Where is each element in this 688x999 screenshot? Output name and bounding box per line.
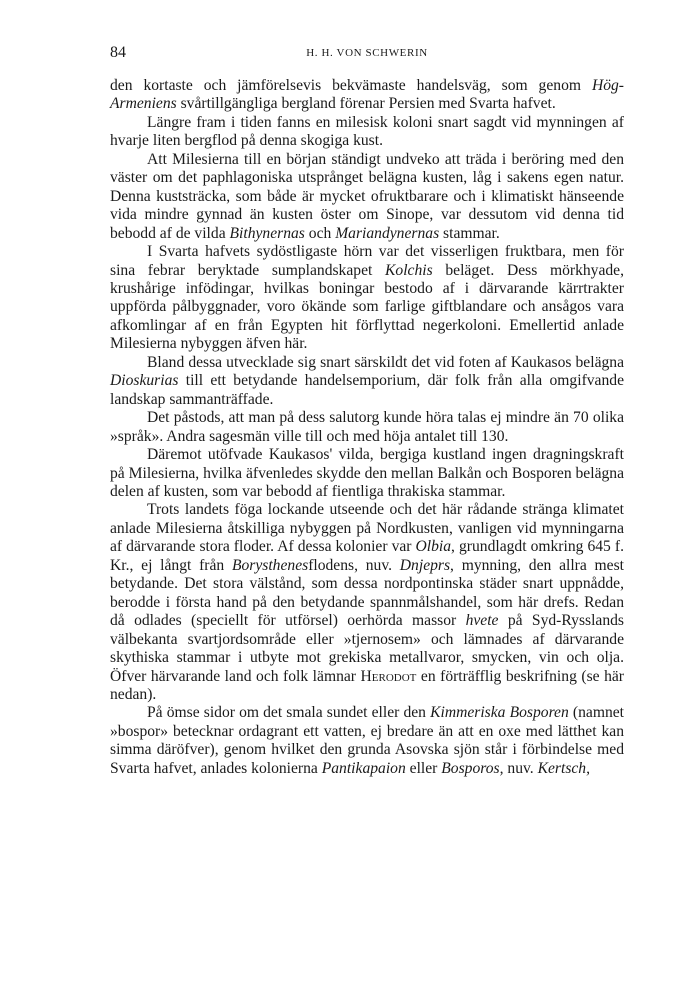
- italic-term: Kimmeriska Bosporen: [430, 704, 569, 722]
- paragraph: [110, 77, 624, 114]
- italic-term: Borysthenes: [231, 556, 309, 574]
- small-caps-name: Herodot: [360, 667, 417, 685]
- text-run: beläget. Dess mörkhyade, krushårige infödingar, hvilkas boningar bestodo af i därvarande kärrtrakter uppförda pålbyggnader, voro ökände som farlige giftblandare och ansågos vara afkomlingar af en från Egypten hit förflyttad negerkoloni. Emellertid anlade Milesierna nybyggen äfven här.: [110, 261, 624, 353]
- text-run: Längre fram i tiden fanns en milesisk koloni snart sagdt vid mynningen af hvarje liten bergflod på denna skogiga kust.: [110, 113, 624, 150]
- running-head: H. H. VON SCHWERIN: [306, 47, 428, 59]
- text-run: en förträfflig beskrifning (se här nedan).: [110, 667, 624, 703]
- text-run: , grundlagdt omkring 645 f. Kr., ej långt från: [110, 538, 624, 574]
- italic-term: Mariandynernas: [335, 224, 440, 242]
- text-run: flodens, nuv.: [308, 556, 400, 574]
- text-run: den kortaste och jämförelsevis bekvämaste handelsväg, som genom: [110, 77, 592, 94]
- text-run: nuv.: [503, 759, 538, 777]
- text-run: på Syd-Rysslands välbekanta svartjordsområde eller »tjernosem» och lämnades af därvarande skythiska stammar i utbyte mot grekiska metallvaror, smycken, vin och olja. Öfver härvarande land och folk lämnar: [110, 612, 624, 685]
- text-run: Det påstods, att man på dess salutorg kunde höra talas ej mindre än 70 olika »språk». Andra sagesmän ville till och med höja antalet till 130.: [110, 409, 624, 445]
- paragraph: [110, 409, 624, 446]
- paragraph: [110, 151, 624, 243]
- italic-term: Dioskurias: [110, 372, 179, 390]
- text-run: I Svarta hafvets sydöstligaste hörn var det visserligen fruktbara, men för sina febrar beryktade sumplandskapet: [110, 243, 624, 279]
- text-run: Däremot utöfvade Kaukasos' vilda, bergiga kustland ingen dragningskraft på Milesierna, hvilka äfvenledes skydde den mellan Balkån och Bosporen belägna delen af kusten, som var bebodd af fientliga thrakiska stammar.: [110, 446, 624, 500]
- italic-term: Dnjeprs: [399, 556, 451, 574]
- page-number: 84: [110, 44, 126, 61]
- italic-term: Hög-Armeniens: [110, 77, 624, 113]
- text-run: Trots landets föga lockande utseende och det här rådande stränga klimatet anlade Milesierna åtskilliga nybyggen på Nordkusten, vanligen vid mynningarna af därvarande stora floder. Af dessa kolonier var: [110, 501, 624, 556]
- text-run: Att Milesierna till en början ständigt undveko att träda i beröring med den väster om det paphlagoniska utsprånget belägna kusten, låg i sakens egen natur. Denna kuststräcka, som både är mycket ofruktbarare och i klimatiskt hänseende vida mindre gynnad än kusten öster om Sinope, var dessutom vid denna tid bebodd af de vilda: [110, 150, 624, 242]
- text-run: till ett betydande handelsemporium, där folk från alla omgifvande landskap sammanträffade.: [110, 372, 624, 408]
- paragraph: [110, 243, 624, 354]
- italic-term: Bosporos,: [441, 759, 504, 777]
- text-run: (namnet »bospor» betecknar ordagrant ett vatten, ej bredare än att en oxe med lätthet kan simma däröfver), genom hvilket den grunda Asovska sjön står i förbindelse med Svarta hafvet, anlades kolonierna: [110, 704, 624, 777]
- paragraph: [110, 446, 624, 501]
- italic-term: Kertsch,: [537, 759, 591, 777]
- text-run: eller: [405, 759, 442, 777]
- text-run: och: [304, 224, 336, 242]
- paragraph: [110, 354, 624, 409]
- text-run: stammar.: [439, 224, 500, 242]
- italic-term: Olbia: [415, 538, 452, 556]
- text-run: Bland dessa utvecklade sig snart särskildt det vid foten af Kaukasos belägna: [147, 353, 624, 371]
- text-run: , mynning, den allra mest betydande. Det stora välstånd, som dessa nordpontinska städer snart uppnådde, berodde i första hand på den betydande spannmålshandel, som här drefs. Redan då odlades (speciellt för utförsel) oerhörda massor: [110, 556, 624, 630]
- italic-term: Pantikapaion: [321, 759, 406, 777]
- text-run: På ömse sidor om det smala sundet eller den: [147, 704, 431, 722]
- paragraph: [110, 704, 624, 778]
- italic-term: Kolchis: [385, 261, 433, 279]
- text-run: svårtillgängliga bergland förenar Persien med Svarta hafvet.: [176, 95, 556, 113]
- body-text: [110, 77, 624, 778]
- italic-term: hvete: [465, 612, 499, 630]
- paragraph: [110, 501, 624, 704]
- paragraph: [110, 114, 624, 151]
- page-header: [110, 44, 624, 64]
- italic-term: Bithynernas: [229, 224, 305, 242]
